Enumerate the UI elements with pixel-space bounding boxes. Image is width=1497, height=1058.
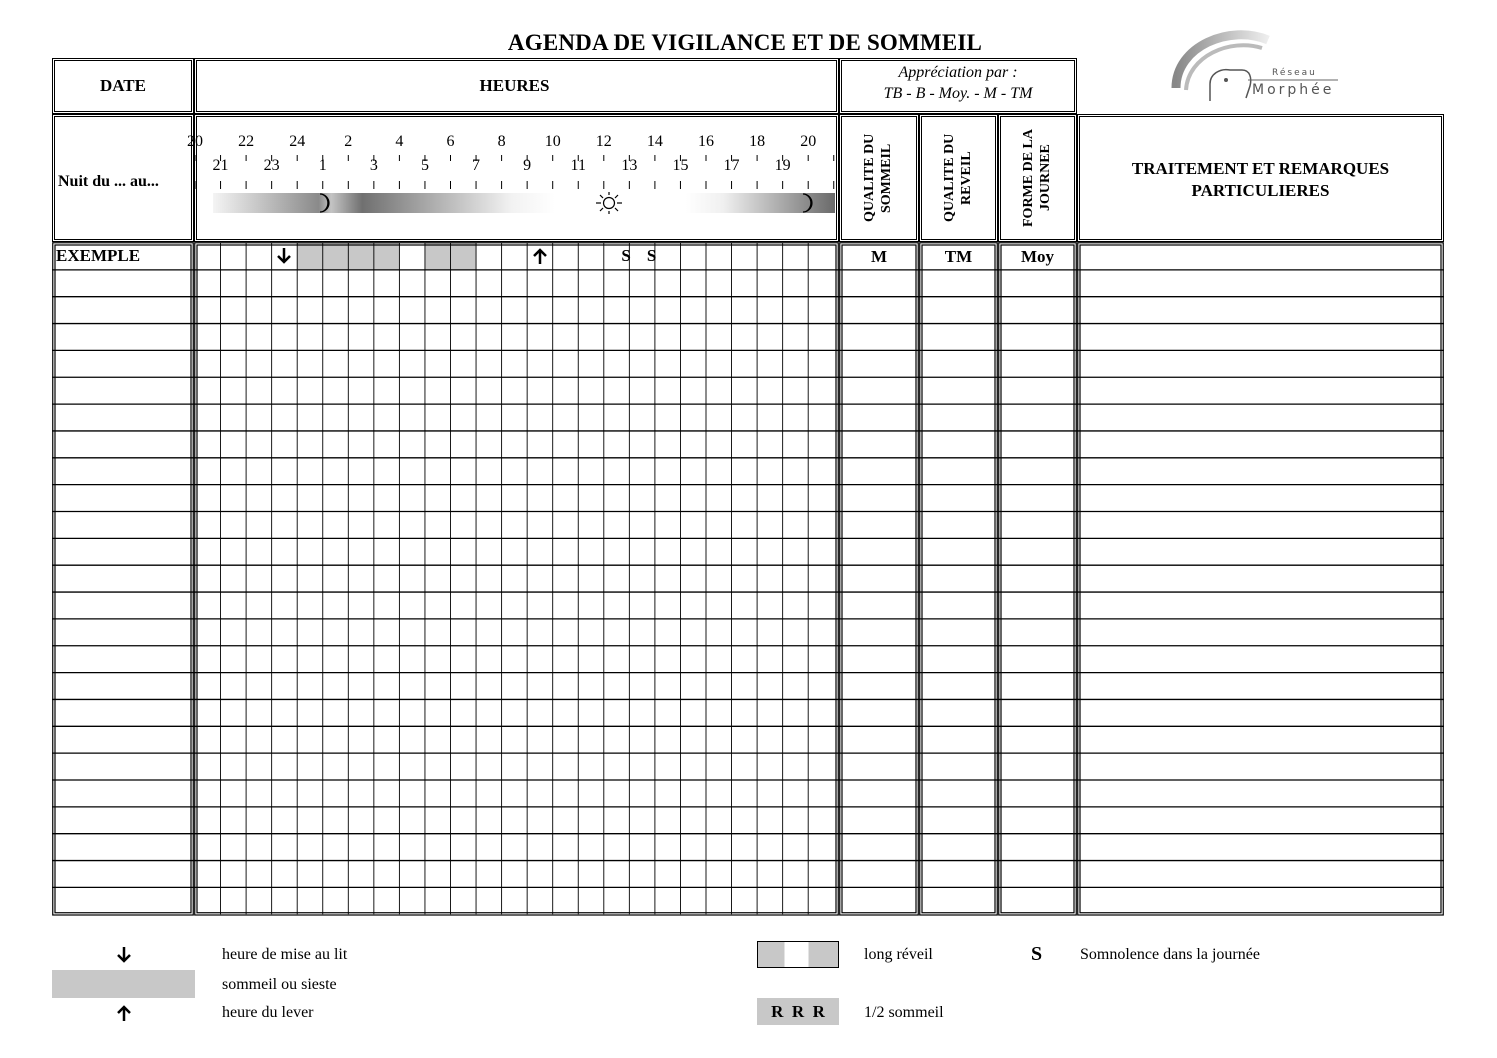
down-arrow-icon [114,944,134,966]
forme-column-frame [999,243,1077,915]
traitement-label-2: PARTICULIERES [1191,181,1330,200]
example-sleep-cell [451,243,477,270]
page-title: AGENDA DE VIGILANCE ET DE SOMMEIL [507,30,983,55]
example-qualite-reveil: TM [944,247,973,266]
hour-label-bottom: 19 [774,157,791,174]
hour-label-top: 20 [187,133,203,150]
legend-sleep-text: sommeil ou sieste [222,976,337,993]
date-column-frame [53,243,194,915]
hour-label-top: 4 [395,133,404,150]
legend-long-wake-swatch [757,941,839,968]
hour-label-bottom: 23 [263,157,280,174]
hour-label-bottom: 9 [523,157,532,174]
logo-name-text: Morphée [1252,82,1335,98]
hour-label-top: 10 [544,133,561,150]
date-column-frame-inner [55,245,191,913]
hours-column-frame [195,243,839,915]
legend-wake-text: heure du lever [222,1004,314,1021]
hour-label-bottom: 5 [420,157,429,174]
example-sleep-cell [374,243,400,270]
legend-half-sleep-text: 1/2 sommeil [864,1004,944,1021]
qualite-sommeil-column-frame [840,243,919,915]
heures-header-label: HEURES [479,76,550,95]
qualite-sommeil-column-frame-inner [842,245,916,913]
legend-half-sleep-mark: R R R [771,1001,825,1021]
up-arrow-icon [114,1002,134,1024]
hour-label-bottom: 13 [621,157,638,174]
bed-arrow-icon [274,245,294,267]
forme-journee-label: FORME DE LA JOURNEE [1020,129,1053,227]
example-sleep-cell [323,243,349,270]
example-somnolence-mark: S [646,246,657,265]
wake-arrow-icon [530,245,550,267]
hour-label-top: 16 [698,133,714,150]
appreciation-label: Appréciation par : [898,64,1018,81]
hour-label-top: 12 [595,133,612,150]
hour-label-bottom: 17 [723,157,740,174]
qualite-reveil-column-frame-inner [922,245,995,913]
date-header-label: DATE [100,76,146,95]
logo-small-text: Réseau [1272,68,1317,78]
example-sleep-cell [425,243,451,270]
hour-label-top: 22 [238,133,255,150]
hour-label-top: 14 [646,133,663,150]
hour-label-bottom: 7 [472,157,481,174]
hours-column-frame-inner [197,245,836,913]
legend-long-wake-text: long réveil [864,946,933,963]
qualite-reveil-label: QUALITE DU REVEIL [941,133,974,223]
legend-sleep-swatch [52,970,195,998]
qualite-sommeil-label: QUALITE DU SOMMEIL [862,133,894,223]
qualite-reveil-column-frame [920,243,998,915]
example-somnolence-mark: S [621,246,631,265]
hour-label-top: 6 [446,133,455,150]
traitement-column-frame [1078,243,1444,915]
example-sleep-cell [297,243,323,270]
legend-half-sleep-swatch [757,998,839,1025]
forme-column-frame-inner [1001,245,1074,913]
hour-label-bottom: 21 [212,157,229,174]
legend-somnolence-mark: S [1031,943,1043,965]
nuit-label: Nuit du ... au... [58,173,159,190]
example-forme: Moy [1020,247,1055,266]
example-row-label: EXEMPLE [56,246,141,265]
hour-label-top: 18 [749,133,766,150]
hour-label-top: 2 [344,133,353,150]
hour-label-top: 20 [800,133,817,150]
traitement-column-frame-inner [1080,245,1441,913]
example-sleep-cell [348,243,374,270]
example-qualite-sommeil: M [870,247,888,266]
hour-label-bottom: 1 [318,157,327,174]
hour-label-bottom: 15 [672,157,689,174]
legend-bed-text: heure de mise au lit [222,946,348,963]
hour-label-bottom: 11 [570,157,586,174]
appreciation-scale: TB - B - Moy. - M - TM [883,85,1033,102]
legend-somnolence-text: Somnolence dans la journée [1080,946,1260,963]
hour-label-bottom: 3 [369,157,378,174]
traitement-label-1: TRAITEMENT ET REMARQUES [1131,159,1390,178]
hour-label-top: 24 [289,133,306,150]
hour-label-top: 8 [497,133,506,150]
